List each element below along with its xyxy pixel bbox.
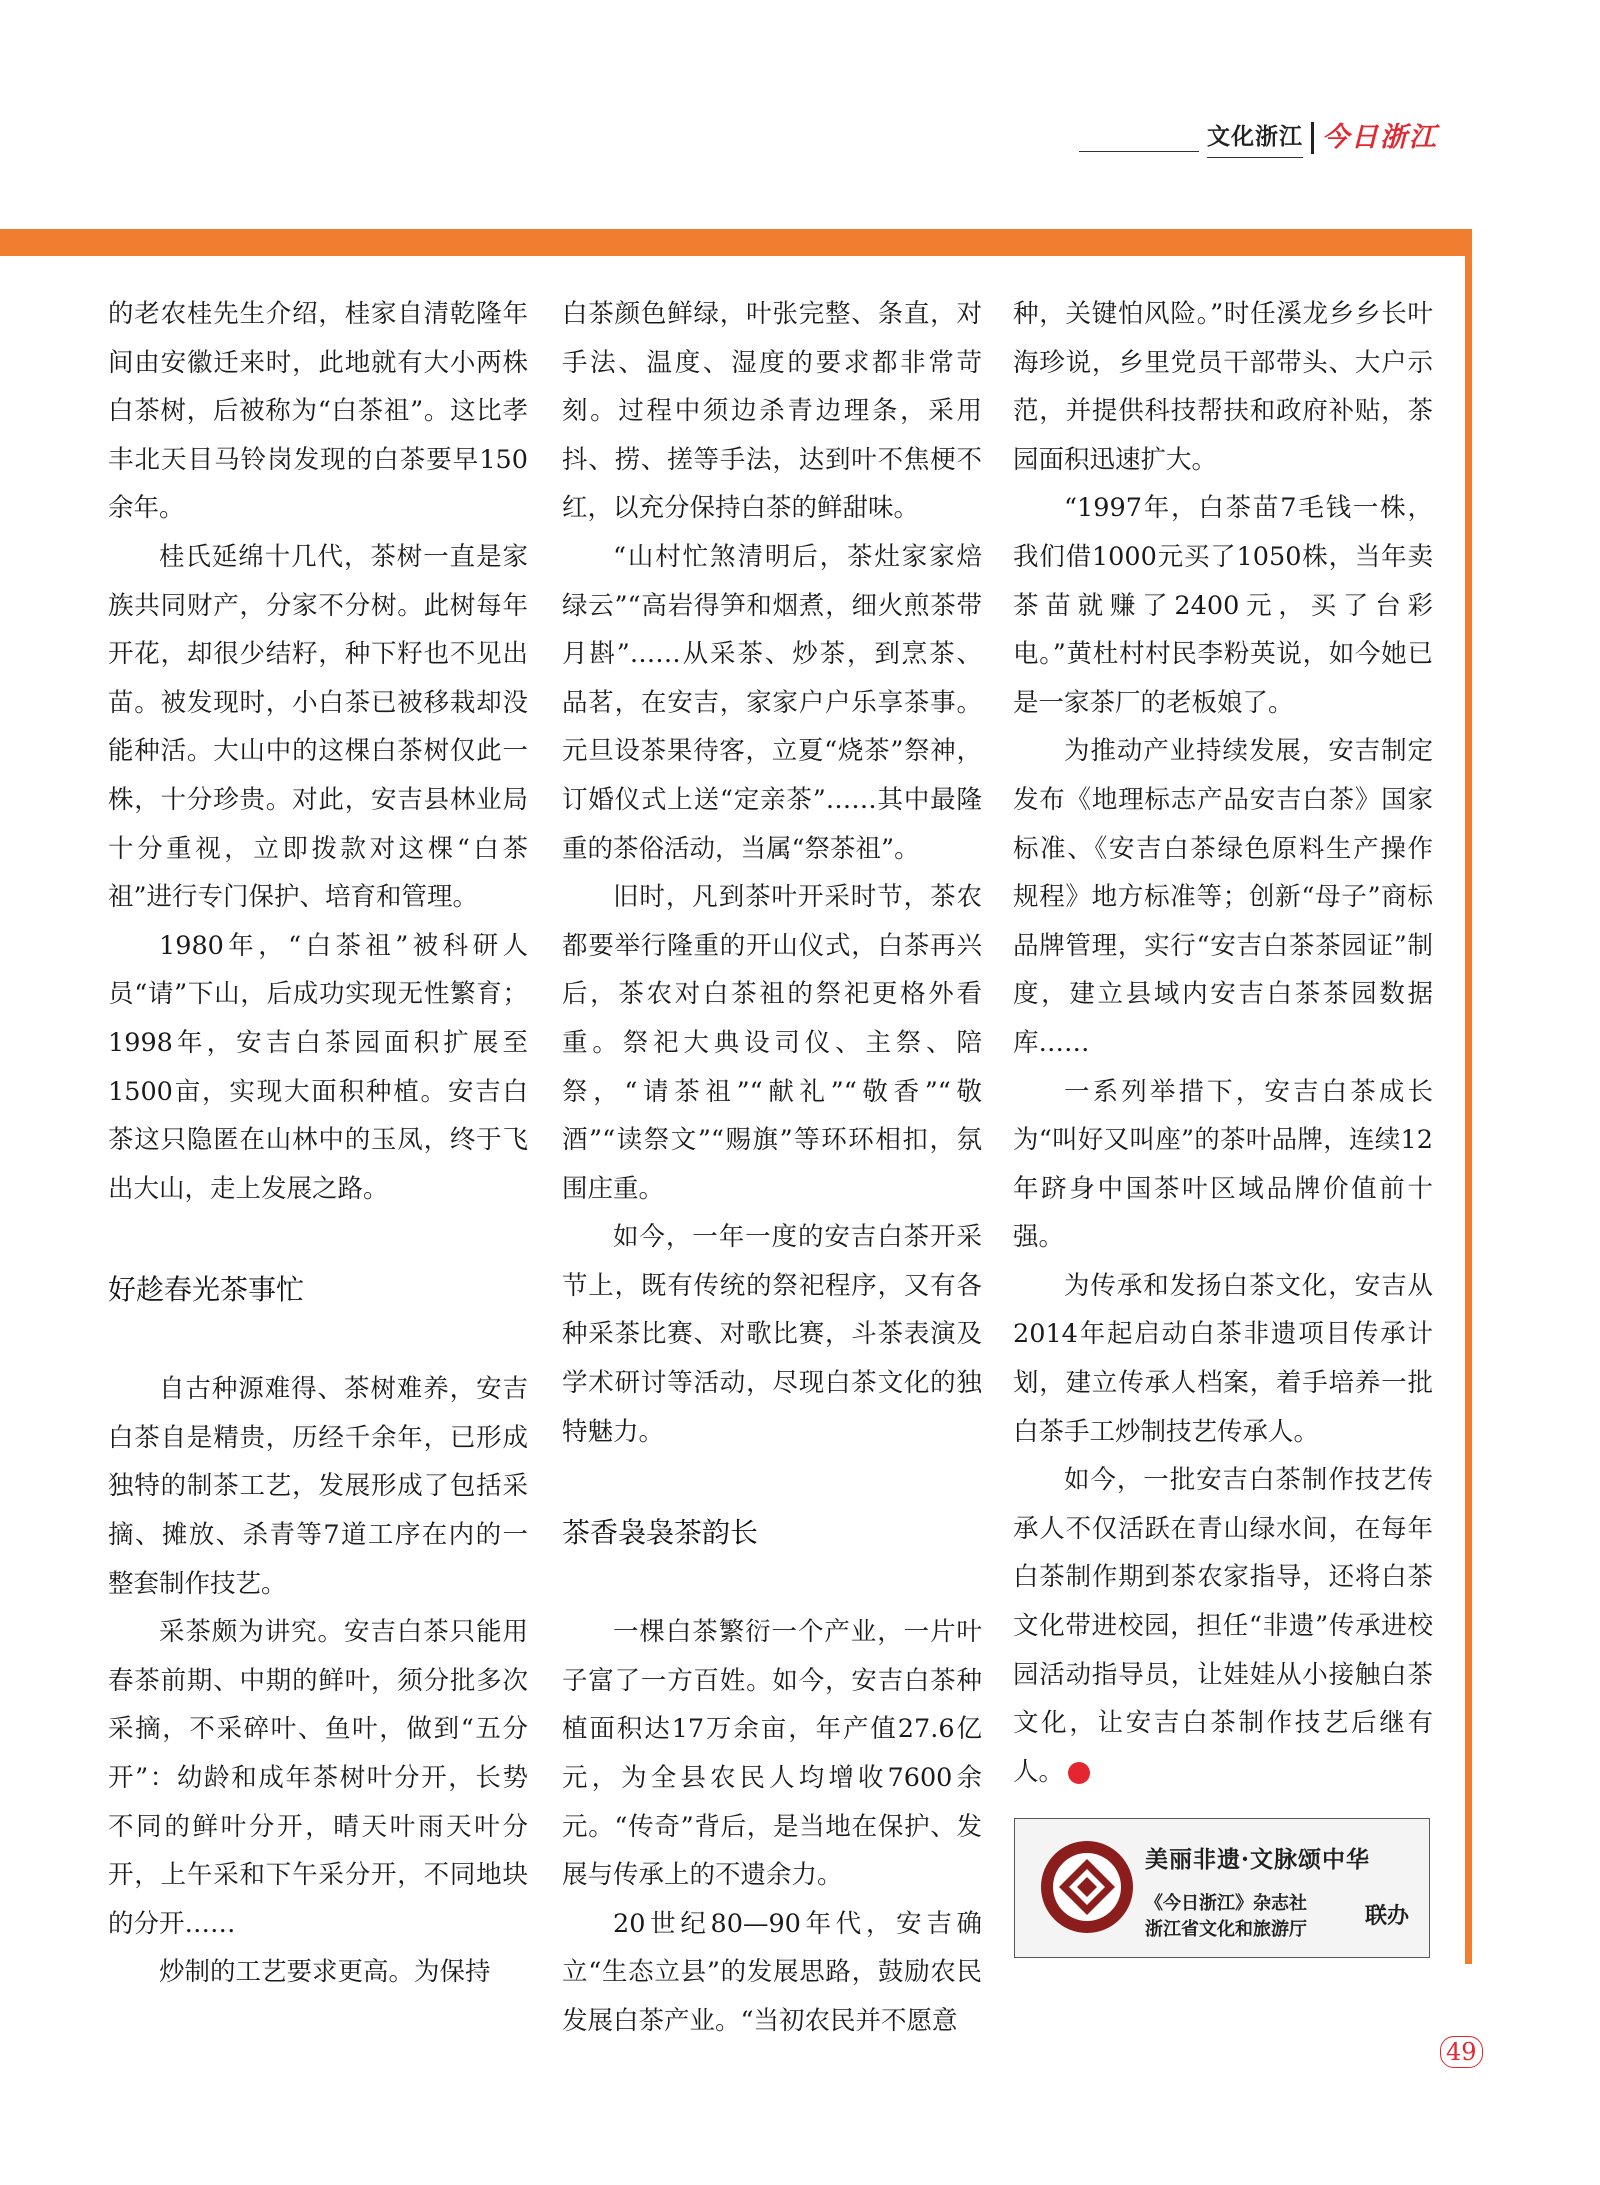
paragraph: 旧时，凡到茶叶开采时节，茶农都要举行隆重的开山仪式，白茶再兴后，茶农对白茶祖的祭祀更格外看重。祭祀大典设司仪、主祭、陪祭，“请茶祖”“献礼”“敬香”“敬酒”“读祭文”“赐旗”等环环相扣，氛围庄重。 <box>562 882 982 1204</box>
heritage-seal-icon <box>1039 1839 1135 1935</box>
paragraph: 桂氏延绵十几代，茶树一直是家族共同财产，分家不分树。此树每年开花，却很少结籽，种下籽也不见出苗。被发现时，小白茶已被移栽却没能种活。大山中的这棵白茶树仅此一株，十分珍贵。对此，安吉县林业局十分重视，立即拨款对这棵“白茶祖”进行专门保护、培育和管理。 <box>108 541 528 913</box>
box-slogan: 美丽非遗·文脉颂中华 <box>1145 1846 1371 1873</box>
box-org-magazine: 《今日浙江》杂志社 <box>1145 1893 1307 1914</box>
paragraph: 如今，一年一度的安吉白茶开采节上，既有传统的祭祀程序，又有各种采茶比赛、对歌比赛，斗茶表演及学术研讨等活动，尽现白茶文化的独特魅力。 <box>562 1222 982 1447</box>
section-heading: 好趁春光茶事忙 <box>108 1273 305 1307</box>
page-header <box>1079 118 1438 158</box>
paragraph: 20世纪80—90年代，安吉确立“生态立县”的发展思路，鼓励农民发展白茶产业。“当初农民并不愿意 <box>562 1908 982 2036</box>
page-number: 49 <box>1440 2036 1483 2068</box>
orange-frame-right <box>1465 229 1472 1964</box>
end-mark-icon: 今 <box>1068 1762 1090 1784</box>
paragraph: 自古种源难得、茶树难养，安吉白茶自是精贵，历经千余年，已形成独特的制茶工艺，发展形成了包括采摘、摊放、杀青等7道工序在内的一整套制作技艺。 <box>108 1374 528 1599</box>
paragraph: “山村忙煞清明后，茶灶家家焙绿云”“高岩得笋和烟煮，细火煎茶带月斟”……从采茶、炒茶，到烹茶、品茗，在安吉，家家户户乐享茶事。元旦设茶果待客，立夏“烧茶”祭神，订婚仪式上送“定亲茶”……其中最隆重的茶俗活动，当属“祭茶祖”。 <box>562 541 982 864</box>
header-section-title: 文化浙江 <box>1207 118 1303 158</box>
paragraph-text: 如今，一批安吉白茶制作技艺传承人不仅活跃在青山绿水间，在每年白茶制作期到茶农家指导，还将白茶文化带进校园，担任“非遗”传承进校园活动指导员，让娃娃从小接触白茶文化，让安吉白茶制作技艺后继有人。 <box>1013 1465 1433 1787</box>
joint-sponsor-box <box>1014 1818 1430 1958</box>
column-3 <box>1013 290 1433 1796</box>
paragraph <box>1013 1456 1433 1796</box>
magazine-logo: 今日浙江 <box>1322 122 1438 153</box>
paragraph: 采茶颇为讲究。安吉白茶只能用春茶前期、中期的鲜叶，须分批多次采摘，不采碎叶、鱼叶，做到“五分开”：幼龄和成年茶树叶分开，长势不同的鲜叶分开，晴天叶雨天叶分开，上午采和下午采分开，不同地块的分开…… <box>108 1617 528 1939</box>
paragraph: 种，关键怕风险。”时任溪龙乡乡长叶海珍说，乡里党员干部带头、大户示范，并提供科技帮扶和政府补贴，茶园面积迅速扩大。 <box>1013 299 1433 475</box>
paragraph: 一棵白茶繁衍一个产业，一片叶子富了一方百姓。如今，安吉白茶种植面积达17万余亩，年产值27.6亿元，为全县农民人均增收7600余元。“传奇”背后，是当地在保护、发展与传承上的不遗余力。 <box>562 1617 982 1891</box>
paragraph: 白茶颜色鲜绿，叶张完整、条直，对手法、温度、湿度的要求都非常苛刻。过程中须边杀青边理条，采用抖、捞、搓等手法，达到叶不焦梗不红，以充分保持白茶的鲜甜味。 <box>562 299 982 524</box>
paragraph: 一系列举措下，安吉白茶成长为“叫好又叫座”的茶叶品牌，连续12年跻身中国茶叶区域品牌价值前十强。 <box>1013 1076 1433 1253</box>
section-heading: 茶香袅袅茶韵长 <box>562 1516 759 1550</box>
header-rule <box>1079 151 1199 152</box>
paragraph: 为传承和发扬白茶文化，安吉从2014年起启动白茶非遗项目传承计划，建立传承人档案，着手培养一批白茶手工炒制技艺传承人。 <box>1013 1270 1433 1447</box>
box-org-department: 浙江省文化和旅游厅 <box>1145 1919 1307 1940</box>
paragraph: 1980年，“白茶祖”被科研人员“请”下山，后成功实现无性繁育；1998年，安吉白茶园面积扩展至1500亩，实现大面积种植。安吉白茶这只隐匿在山林中的玉凤，终于飞出大山，走上发展之路。 <box>108 930 528 1204</box>
header-divider <box>1311 122 1314 154</box>
paragraph: “1997年，白茶苗7毛钱一株，我们借1000元买了1050株，当年卖茶苗就赚了2400元，买了台彩电。”黄杜村村民李粉英说，如今她已是一家茶厂的老板娘了。 <box>1013 493 1433 718</box>
orange-frame-top <box>0 229 1472 256</box>
box-joint-label: 联办 <box>1365 1903 1410 1929</box>
paragraph: 炒制的工艺要求更高。为保持 <box>159 1957 491 1988</box>
column-1 <box>108 290 528 1997</box>
paragraph: 为推动产业持续发展，安吉制定发布《地理标志产品安吉白茶》国家标准、《安吉白茶绿色原料生产操作规程》地方标准等；创新“母子”商标品牌管理，实行“安吉白茶茶园证”制度，建立县域内安吉白茶茶园数据库…… <box>1013 736 1433 1058</box>
paragraph: 的老农桂先生介绍，桂家自清乾隆年间由安徽迁来时，此地就有大小两株白茶树，后被称为“白茶祖”。这比孝丰北天目马铃岗发现的白茶要早150余年。 <box>108 299 528 524</box>
column-2 <box>562 290 982 2046</box>
